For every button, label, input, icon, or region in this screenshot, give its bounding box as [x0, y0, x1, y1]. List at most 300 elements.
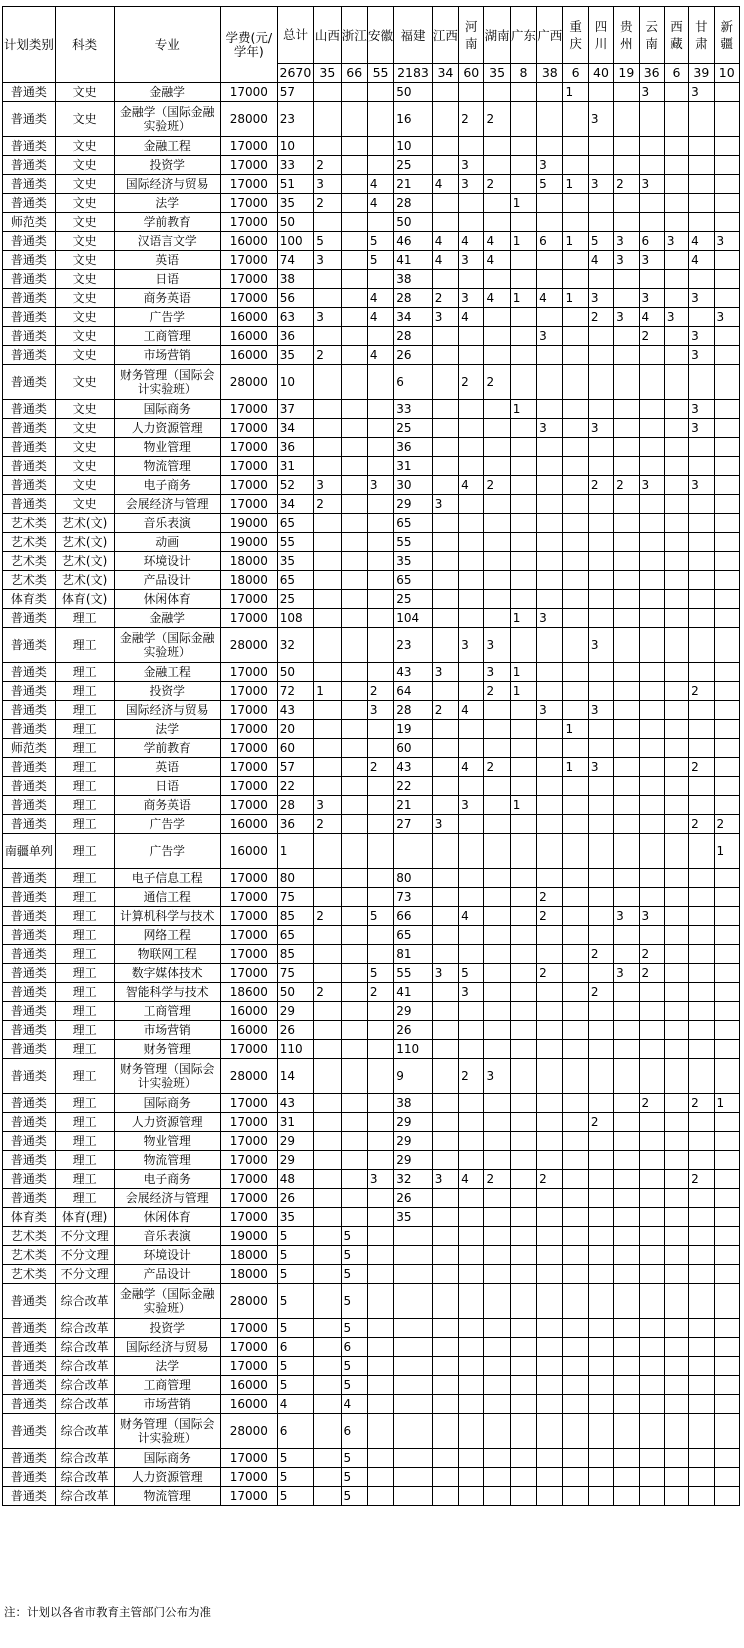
cell-province-count	[367, 327, 393, 346]
cell-province-count	[563, 1113, 588, 1132]
cell-province-count	[510, 137, 536, 156]
cell-province-count	[639, 1059, 664, 1094]
cell-province-count	[714, 457, 739, 476]
cell-total: 33	[277, 156, 313, 175]
cell-province-count	[588, 796, 613, 815]
cell-province-count	[314, 869, 341, 888]
cell-major: 会展经济与管理	[114, 495, 220, 514]
cell-province-count	[563, 869, 588, 888]
cell-category: 理工	[55, 701, 114, 720]
cell-total: 5	[277, 1449, 313, 1468]
cell-province-count: 46	[394, 232, 433, 251]
cell-province-count: 6	[537, 232, 563, 251]
cell-province-count	[367, 457, 393, 476]
cell-province-count	[314, 533, 341, 552]
cell-province-count	[510, 907, 536, 926]
cell-province-count	[459, 777, 484, 796]
cell-province-count	[537, 796, 563, 815]
cell-province-count: 3	[367, 1170, 393, 1189]
cell-province-count	[484, 1338, 510, 1357]
cell-province-count	[614, 1113, 639, 1132]
cell-province-count	[664, 1132, 688, 1151]
cell-province-count: 3	[432, 1170, 458, 1189]
cell-province-count	[563, 270, 588, 289]
cell-province-count: 3	[459, 628, 484, 663]
cell-province-count	[314, 102, 341, 137]
cell-province-count	[510, 102, 536, 137]
cell-province-count	[537, 869, 563, 888]
cell-province-count	[639, 194, 664, 213]
cell-tuition: 17000	[220, 1170, 277, 1189]
cell-province-count	[664, 137, 688, 156]
cell-province-count	[367, 137, 393, 156]
cell-plan-type: 普通类	[3, 1449, 56, 1468]
cell-province-count	[537, 1151, 563, 1170]
cell-province-count: 2	[432, 289, 458, 308]
cell-province-count	[563, 1208, 588, 1227]
cell-province-count	[510, 1357, 536, 1376]
cell-province-count	[432, 1094, 458, 1113]
cell-province-count	[714, 1040, 739, 1059]
cell-province-count	[341, 663, 367, 682]
cell-province-count	[714, 365, 739, 400]
cell-province-count	[367, 1021, 393, 1040]
cell-province-count: 3	[537, 609, 563, 628]
cell-province-count	[432, 1376, 458, 1395]
table-row	[3, 175, 740, 194]
cell-plan-type: 普通类	[3, 457, 56, 476]
cell-tuition: 17000	[220, 1208, 277, 1227]
cell-province-count	[484, 777, 510, 796]
cell-province-count: 3	[314, 476, 341, 495]
cell-province-count	[714, 438, 739, 457]
cell-province-count	[314, 1376, 341, 1395]
cell-province-count	[588, 1284, 613, 1319]
cell-major: 国际经济与贸易	[114, 701, 220, 720]
header-province-total: 55	[367, 64, 393, 83]
cell-province-count	[639, 1449, 664, 1468]
cell-province-count	[367, 1284, 393, 1319]
cell-province-count	[432, 1246, 458, 1265]
cell-category: 综合改革	[55, 1319, 114, 1338]
cell-province-count	[563, 701, 588, 720]
cell-province-count	[432, 419, 458, 438]
cell-province-count: 1	[510, 232, 536, 251]
table-row	[3, 1449, 740, 1468]
cell-province-count	[459, 1208, 484, 1227]
cell-total: 20	[277, 720, 313, 739]
cell-province-count	[314, 739, 341, 758]
cell-province-count	[664, 796, 688, 815]
cell-province-count	[714, 926, 739, 945]
cell-province-count	[588, 926, 613, 945]
cell-province-count	[510, 869, 536, 888]
cell-province-count	[314, 1414, 341, 1449]
cell-province-count	[664, 1338, 688, 1357]
cell-province-count	[714, 1449, 739, 1468]
cell-province-count: 2	[537, 964, 563, 983]
cell-province-count	[459, 514, 484, 533]
table-row	[3, 1265, 740, 1284]
cell-plan-type: 普通类	[3, 327, 56, 346]
cell-province-count	[484, 926, 510, 945]
cell-total: 29	[277, 1151, 313, 1170]
cell-total: 60	[277, 739, 313, 758]
cell-plan-type: 艺术类	[3, 1265, 56, 1284]
table-row	[3, 1414, 740, 1449]
cell-province-count: 43	[394, 663, 433, 682]
cell-province-count	[314, 289, 341, 308]
cell-province-count	[664, 533, 688, 552]
cell-province-count	[614, 533, 639, 552]
cell-province-count: 1	[563, 720, 588, 739]
cell-plan-type: 普通类	[3, 682, 56, 701]
cell-category: 理工	[55, 834, 114, 869]
cell-province-count	[563, 1227, 588, 1246]
cell-province-count: 3	[639, 83, 664, 102]
cell-province-count	[588, 1246, 613, 1265]
cell-province-count	[537, 213, 563, 232]
table-row	[3, 533, 740, 552]
cell-total: 5	[277, 1284, 313, 1319]
cell-plan-type: 普通类	[3, 495, 56, 514]
cell-major: 市场营销	[114, 1021, 220, 1040]
cell-plan-type: 普通类	[3, 1395, 56, 1414]
cell-province-count	[367, 270, 393, 289]
cell-province-count	[314, 514, 341, 533]
cell-category: 理工	[55, 796, 114, 815]
cell-major: 环境设计	[114, 1246, 220, 1265]
cell-province-count: 26	[394, 1021, 433, 1040]
cell-province-count: 3	[639, 289, 664, 308]
cell-province-count	[314, 834, 341, 869]
cell-province-count: 2	[588, 983, 613, 1002]
cell-province-count: 1	[510, 663, 536, 682]
cell-province-count	[714, 1468, 739, 1487]
cell-total: 4	[277, 1395, 313, 1414]
table-row	[3, 232, 740, 251]
cell-province-count	[664, 945, 688, 964]
cell-province-count	[689, 1284, 714, 1319]
cell-plan-type: 普通类	[3, 1021, 56, 1040]
cell-province-count	[714, 1284, 739, 1319]
cell-category: 理工	[55, 1059, 114, 1094]
cell-tuition: 17000	[220, 156, 277, 175]
cell-province-count	[537, 1338, 563, 1357]
cell-province-count	[689, 194, 714, 213]
cell-plan-type: 师范类	[3, 213, 56, 232]
cell-province-count	[484, 1284, 510, 1319]
cell-total: 65	[277, 514, 313, 533]
cell-province-count	[563, 609, 588, 628]
cell-province-count: 3	[664, 308, 688, 327]
cell-province-count	[563, 514, 588, 533]
cell-province-count	[367, 609, 393, 628]
table-row	[3, 1395, 740, 1414]
cell-province-count	[341, 682, 367, 701]
cell-province-count	[459, 400, 484, 419]
cell-major: 产品设计	[114, 1265, 220, 1284]
cell-province-count	[459, 571, 484, 590]
cell-province-count: 23	[394, 628, 433, 663]
table-row	[3, 1487, 740, 1506]
cell-province-count: 73	[394, 888, 433, 907]
cell-province-count	[639, 720, 664, 739]
cell-province-count: 2	[459, 102, 484, 137]
cell-province-count	[394, 1487, 433, 1506]
cell-province-count: 5	[367, 964, 393, 983]
cell-province-count	[588, 1319, 613, 1338]
cell-province-count: 3	[484, 663, 510, 682]
table-row	[3, 869, 740, 888]
cell-province-count	[563, 495, 588, 514]
cell-province-count: 4	[459, 758, 484, 777]
header-province-total: 34	[432, 64, 458, 83]
cell-province-count	[639, 1132, 664, 1151]
cell-province-count	[314, 438, 341, 457]
cell-province-count: 3	[588, 628, 613, 663]
cell-province-count	[314, 628, 341, 663]
cell-province-count	[689, 270, 714, 289]
cell-province-count: 1	[563, 289, 588, 308]
cell-province-count	[537, 720, 563, 739]
cell-province-count	[664, 1319, 688, 1338]
header-province: 云南	[639, 7, 664, 64]
cell-province-count	[689, 514, 714, 533]
cell-province-count	[639, 1414, 664, 1449]
cell-province-count	[563, 739, 588, 758]
cell-province-count	[639, 663, 664, 682]
cell-province-count	[639, 682, 664, 701]
cell-province-count	[484, 869, 510, 888]
cell-province-count	[664, 1002, 688, 1021]
cell-province-count: 3	[432, 495, 458, 514]
cell-province-count	[367, 1246, 393, 1265]
cell-province-count	[367, 1338, 393, 1357]
cell-province-count	[510, 251, 536, 270]
cell-plan-type: 师范类	[3, 739, 56, 758]
cell-major: 环境设计	[114, 552, 220, 571]
cell-province-count	[664, 1094, 688, 1113]
cell-province-count	[367, 815, 393, 834]
cell-province-count: 4	[367, 194, 393, 213]
cell-province-count	[394, 1284, 433, 1319]
cell-total: 72	[277, 682, 313, 701]
cell-province-count	[614, 869, 639, 888]
cell-province-count	[537, 815, 563, 834]
cell-province-count	[484, 1021, 510, 1040]
cell-province-count	[484, 571, 510, 590]
cell-province-count	[588, 1059, 613, 1094]
cell-category: 理工	[55, 926, 114, 945]
cell-province-count	[432, 1395, 458, 1414]
cell-province-count	[689, 1113, 714, 1132]
cell-province-count	[484, 720, 510, 739]
cell-plan-type: 普通类	[3, 1151, 56, 1170]
header-province-total: 36	[639, 64, 664, 83]
cell-province-count	[484, 739, 510, 758]
cell-total: 10	[277, 137, 313, 156]
cell-major: 财务管理	[114, 1040, 220, 1059]
cell-province-count	[639, 213, 664, 232]
cell-category: 文史	[55, 251, 114, 270]
cell-tuition: 17000	[220, 270, 277, 289]
cell-province-count: 3	[459, 156, 484, 175]
cell-tuition: 17000	[220, 1468, 277, 1487]
cell-category: 综合改革	[55, 1487, 114, 1506]
header-province: 新疆	[714, 7, 739, 64]
cell-province-count	[588, 1395, 613, 1414]
cell-province-count	[689, 1265, 714, 1284]
cell-province-count	[432, 1021, 458, 1040]
cell-province-count: 55	[394, 964, 433, 983]
cell-province-count: 2	[588, 945, 613, 964]
cell-major: 工商管理	[114, 327, 220, 346]
footnote: 注：计划以各省市教育主管部门公布为准	[4, 1605, 211, 1619]
cell-province-count	[510, 815, 536, 834]
cell-province-count: 10	[394, 137, 433, 156]
cell-province-count	[367, 1094, 393, 1113]
cell-province-count	[563, 907, 588, 926]
cell-plan-type: 普通类	[3, 1040, 56, 1059]
cell-major: 金融学（国际金融实验班）	[114, 1284, 220, 1319]
cell-province-count	[689, 796, 714, 815]
cell-province-count	[664, 869, 688, 888]
cell-province-count	[510, 720, 536, 739]
cell-total: 34	[277, 495, 313, 514]
cell-province-count	[614, 1449, 639, 1468]
cell-province-count: 1	[510, 194, 536, 213]
cell-province-count: 1	[510, 796, 536, 815]
cell-province-count	[459, 609, 484, 628]
cell-category: 理工	[55, 609, 114, 628]
cell-province-count: 43	[394, 758, 433, 777]
cell-province-count	[341, 739, 367, 758]
cell-tuition: 17000	[220, 796, 277, 815]
cell-province-count	[484, 514, 510, 533]
cell-province-count	[563, 1246, 588, 1265]
cell-province-count	[510, 590, 536, 609]
cell-province-count	[714, 1395, 739, 1414]
cell-province-count	[537, 1189, 563, 1208]
cell-province-count	[459, 1395, 484, 1414]
cell-province-count	[614, 1208, 639, 1227]
cell-province-count	[510, 308, 536, 327]
cell-province-count	[714, 346, 739, 365]
cell-province-count: 29	[394, 1132, 433, 1151]
cell-province-count	[563, 777, 588, 796]
cell-province-count	[314, 419, 341, 438]
cell-province-count	[341, 438, 367, 457]
cell-tuition: 17000	[220, 1132, 277, 1151]
cell-province-count	[614, 1170, 639, 1189]
cell-category: 理工	[55, 1132, 114, 1151]
cell-province-count	[588, 533, 613, 552]
header-total: 总计	[277, 7, 313, 64]
cell-province-count	[689, 102, 714, 137]
cell-province-count: 5	[537, 175, 563, 194]
cell-province-count	[614, 194, 639, 213]
cell-province-count	[614, 590, 639, 609]
cell-province-count	[614, 1040, 639, 1059]
cell-province-count	[639, 628, 664, 663]
cell-province-count	[459, 346, 484, 365]
cell-province-count	[664, 663, 688, 682]
cell-province-count: 27	[394, 815, 433, 834]
cell-category: 体育(文)	[55, 590, 114, 609]
header-province-total: 6	[563, 64, 588, 83]
cell-province-count	[510, 495, 536, 514]
cell-plan-type: 普通类	[3, 400, 56, 419]
cell-province-count: 4	[484, 232, 510, 251]
cell-province-count: 3	[484, 628, 510, 663]
cell-province-count	[432, 346, 458, 365]
cell-province-count	[588, 1151, 613, 1170]
cell-province-count	[341, 194, 367, 213]
cell-province-count	[689, 945, 714, 964]
cell-major: 投资学	[114, 682, 220, 701]
cell-province-count	[537, 1094, 563, 1113]
cell-major: 国际经济与贸易	[114, 1338, 220, 1357]
cell-plan-type: 普通类	[3, 1319, 56, 1338]
cell-tuition: 18000	[220, 1265, 277, 1284]
cell-plan-type: 普通类	[3, 1094, 56, 1113]
cell-province-count	[588, 1376, 613, 1395]
cell-province-count	[664, 213, 688, 232]
cell-province-count	[714, 1357, 739, 1376]
table-row	[3, 213, 740, 232]
cell-province-count	[563, 796, 588, 815]
cell-province-count: 65	[394, 571, 433, 590]
cell-plan-type: 南疆单列	[3, 834, 56, 869]
cell-major: 人力资源管理	[114, 1468, 220, 1487]
cell-province-count	[459, 137, 484, 156]
cell-major: 金融学	[114, 83, 220, 102]
cell-province-count: 5	[341, 1265, 367, 1284]
cell-major: 产品设计	[114, 571, 220, 590]
cell-province-count	[689, 1151, 714, 1170]
cell-province-count	[484, 1357, 510, 1376]
cell-province-count	[459, 682, 484, 701]
cell-province-count	[588, 1189, 613, 1208]
cell-province-count	[510, 1338, 536, 1357]
cell-province-count	[484, 495, 510, 514]
cell-province-count	[537, 1376, 563, 1395]
cell-province-count	[664, 1414, 688, 1449]
cell-tuition: 17000	[220, 495, 277, 514]
cell-category: 理工	[55, 1170, 114, 1189]
cell-category: 综合改革	[55, 1468, 114, 1487]
cell-plan-type: 普通类	[3, 232, 56, 251]
cell-province-count	[314, 663, 341, 682]
cell-province-count	[639, 137, 664, 156]
cell-province-count	[563, 1059, 588, 1094]
cell-plan-type: 普通类	[3, 888, 56, 907]
cell-province-count	[714, 1170, 739, 1189]
cell-province-count	[588, 552, 613, 571]
cell-tuition: 17000	[220, 590, 277, 609]
cell-major: 物业管理	[114, 438, 220, 457]
cell-province-count	[341, 628, 367, 663]
cell-major: 人力资源管理	[114, 419, 220, 438]
cell-tuition: 19000	[220, 1227, 277, 1246]
cell-province-count: 3	[459, 796, 484, 815]
cell-province-count	[563, 964, 588, 983]
header-province-total: 60	[459, 64, 484, 83]
cell-province-count	[367, 1059, 393, 1094]
cell-province-count	[341, 907, 367, 926]
cell-province-count: 3	[689, 289, 714, 308]
